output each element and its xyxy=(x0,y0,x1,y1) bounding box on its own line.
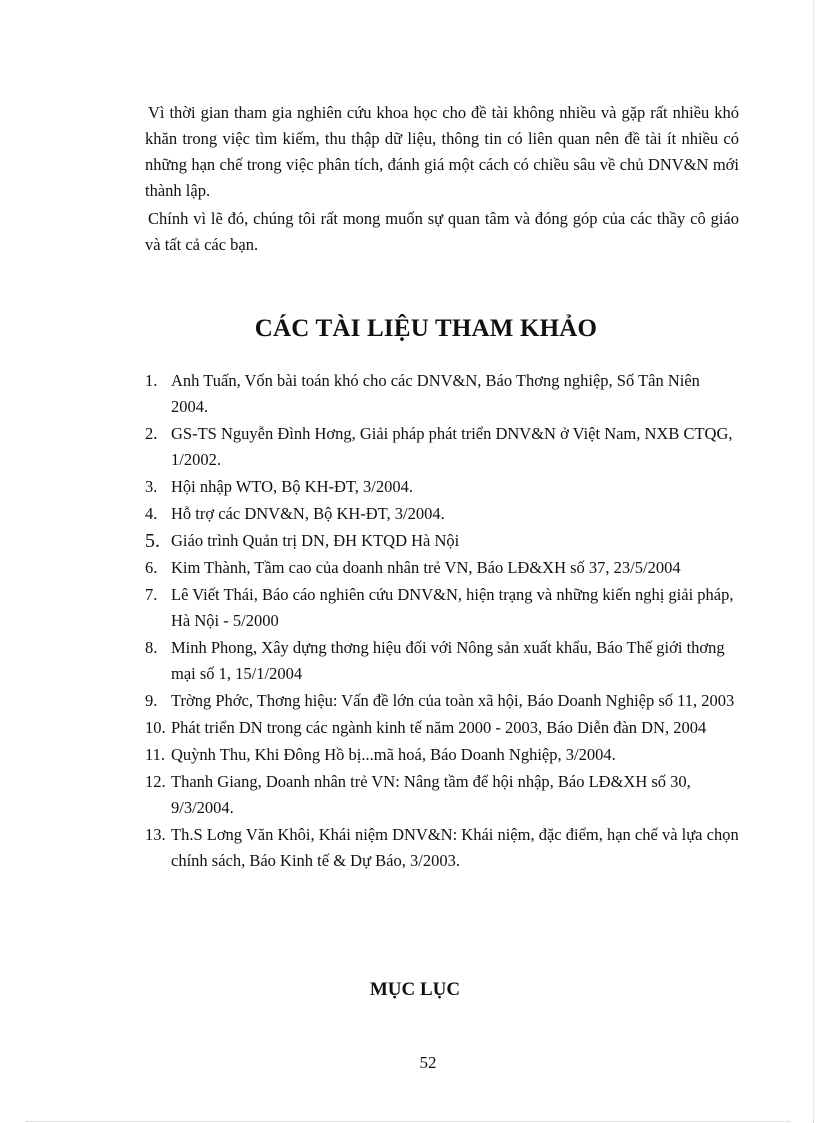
page-right-edge xyxy=(813,0,814,1123)
reference-number: 8. xyxy=(145,638,158,657)
reference-item xyxy=(145,421,740,473)
page-number: 52 xyxy=(419,1053,437,1072)
reference-item xyxy=(145,742,740,768)
reference-text: Minh Phong, Xây dựng thơng hiệu đối với Nông sản xuất khẩu, Báo Thế giới thơng mại số 1, 15/1/2004 xyxy=(171,638,725,683)
reference-item xyxy=(145,368,740,420)
reference-number: 7. xyxy=(145,585,158,604)
reference-text: Giáo trình Quản trị DN, ĐH KTQD Hà Nội xyxy=(171,531,460,550)
reference-text: Thanh Giang, Doanh nhân trẻ VN: Nâng tầm để hội nhập, Báo LĐ&XH số 30, 9/3/2004. xyxy=(171,772,691,817)
reference-number: 9. xyxy=(145,691,158,710)
closing-paragraph-1: Vì thời gian tham gia nghiên cứu khoa học cho đề tài không nhiều và gặp rất nhiều khó khăn trong việc tìm kiếm, thu thập dữ liệu, thông tin có liên quan nên đề tài ít nhiều có những hạn chế trong việc phân tích, đánh giá một cách có chiều sâu về chủ DNV&N mới thành lập. xyxy=(145,103,739,200)
reference-text: GS-TS Nguyễn Đình Hơng, Giải pháp phát triển DNV&N ở Việt Nam, NXB CTQG, 1/2002. xyxy=(171,424,733,469)
reference-text: Th.S Lơng Văn Khôi, Khái niệm DNV&N: Khái niệm, đặc điểm, hạn chế và lựa chọn chính sách, Báo Kinh tế & Dự Báo, 3/2003. xyxy=(171,825,739,870)
reference-item xyxy=(145,474,740,500)
reference-text: Trờng Phớc, Thơng hiệu: Vấn đề lớn của toàn xã hội, Báo Doanh Nghiệp số 11, 2003 xyxy=(171,691,735,710)
reference-number: 12. xyxy=(145,772,166,791)
reference-item xyxy=(145,555,740,581)
reference-text: Anh Tuấn, Vốn bài toán khó cho các DNV&N, Báo Thơng nghiệp, Số Tân Niên 2004. xyxy=(171,371,700,416)
reference-item xyxy=(145,688,740,714)
reference-number: 5. xyxy=(145,530,160,552)
reference-number: 4. xyxy=(145,504,158,523)
reference-item xyxy=(145,635,740,687)
reference-number: 10. xyxy=(145,718,166,737)
reference-item xyxy=(145,715,740,741)
page-bottom-border xyxy=(26,1121,790,1122)
table-of-contents-heading: MỤC LỤC xyxy=(369,979,461,1000)
reference-item xyxy=(145,822,740,874)
reference-text: Quỳnh Thu, Khi Đông Hồ bị...mã hoá, Báo Doanh Nghiệp, 3/2004. xyxy=(171,745,616,764)
references-list xyxy=(145,368,740,875)
reference-text: Kim Thành, Tầm cao của doanh nhân trẻ VN, Báo LĐ&XH số 37, 23/5/2004 xyxy=(171,558,681,577)
reference-number: 1. xyxy=(145,371,158,390)
reference-number: 11. xyxy=(145,745,166,764)
reference-item xyxy=(145,582,740,634)
reference-item xyxy=(145,501,740,527)
reference-item xyxy=(145,528,740,554)
reference-number: 6. xyxy=(145,558,158,577)
reference-text: Hội nhập WTO, Bộ KH-ĐT, 3/2004. xyxy=(171,477,413,496)
reference-text: Hỗ trợ các DNV&N, Bộ KH-ĐT, 3/2004. xyxy=(171,504,445,523)
reference-number: 13. xyxy=(145,825,166,844)
reference-number: 3. xyxy=(145,477,158,496)
reference-text: Phát triển DN trong các ngành kinh tế năm 2000 - 2003, Báo Diễn đàn DN, 2004 xyxy=(171,718,707,737)
references-heading: CÁC TÀI LIỆU THAM KHẢO xyxy=(254,315,598,342)
reference-item xyxy=(145,769,740,821)
reference-text: Lê Viết Thái, Báo cáo nghiên cứu DNV&N, hiện trạng và những kiến nghị giải pháp, Hà Nội - 5/2000 xyxy=(171,585,734,630)
reference-number: 2. xyxy=(145,424,158,443)
closing-paragraph-2: Chính vì lẽ đó, chúng tôi rất mong muốn sự quan tâm và đóng góp của các thầy cô giáo và tất cả các bạn. xyxy=(145,209,739,254)
